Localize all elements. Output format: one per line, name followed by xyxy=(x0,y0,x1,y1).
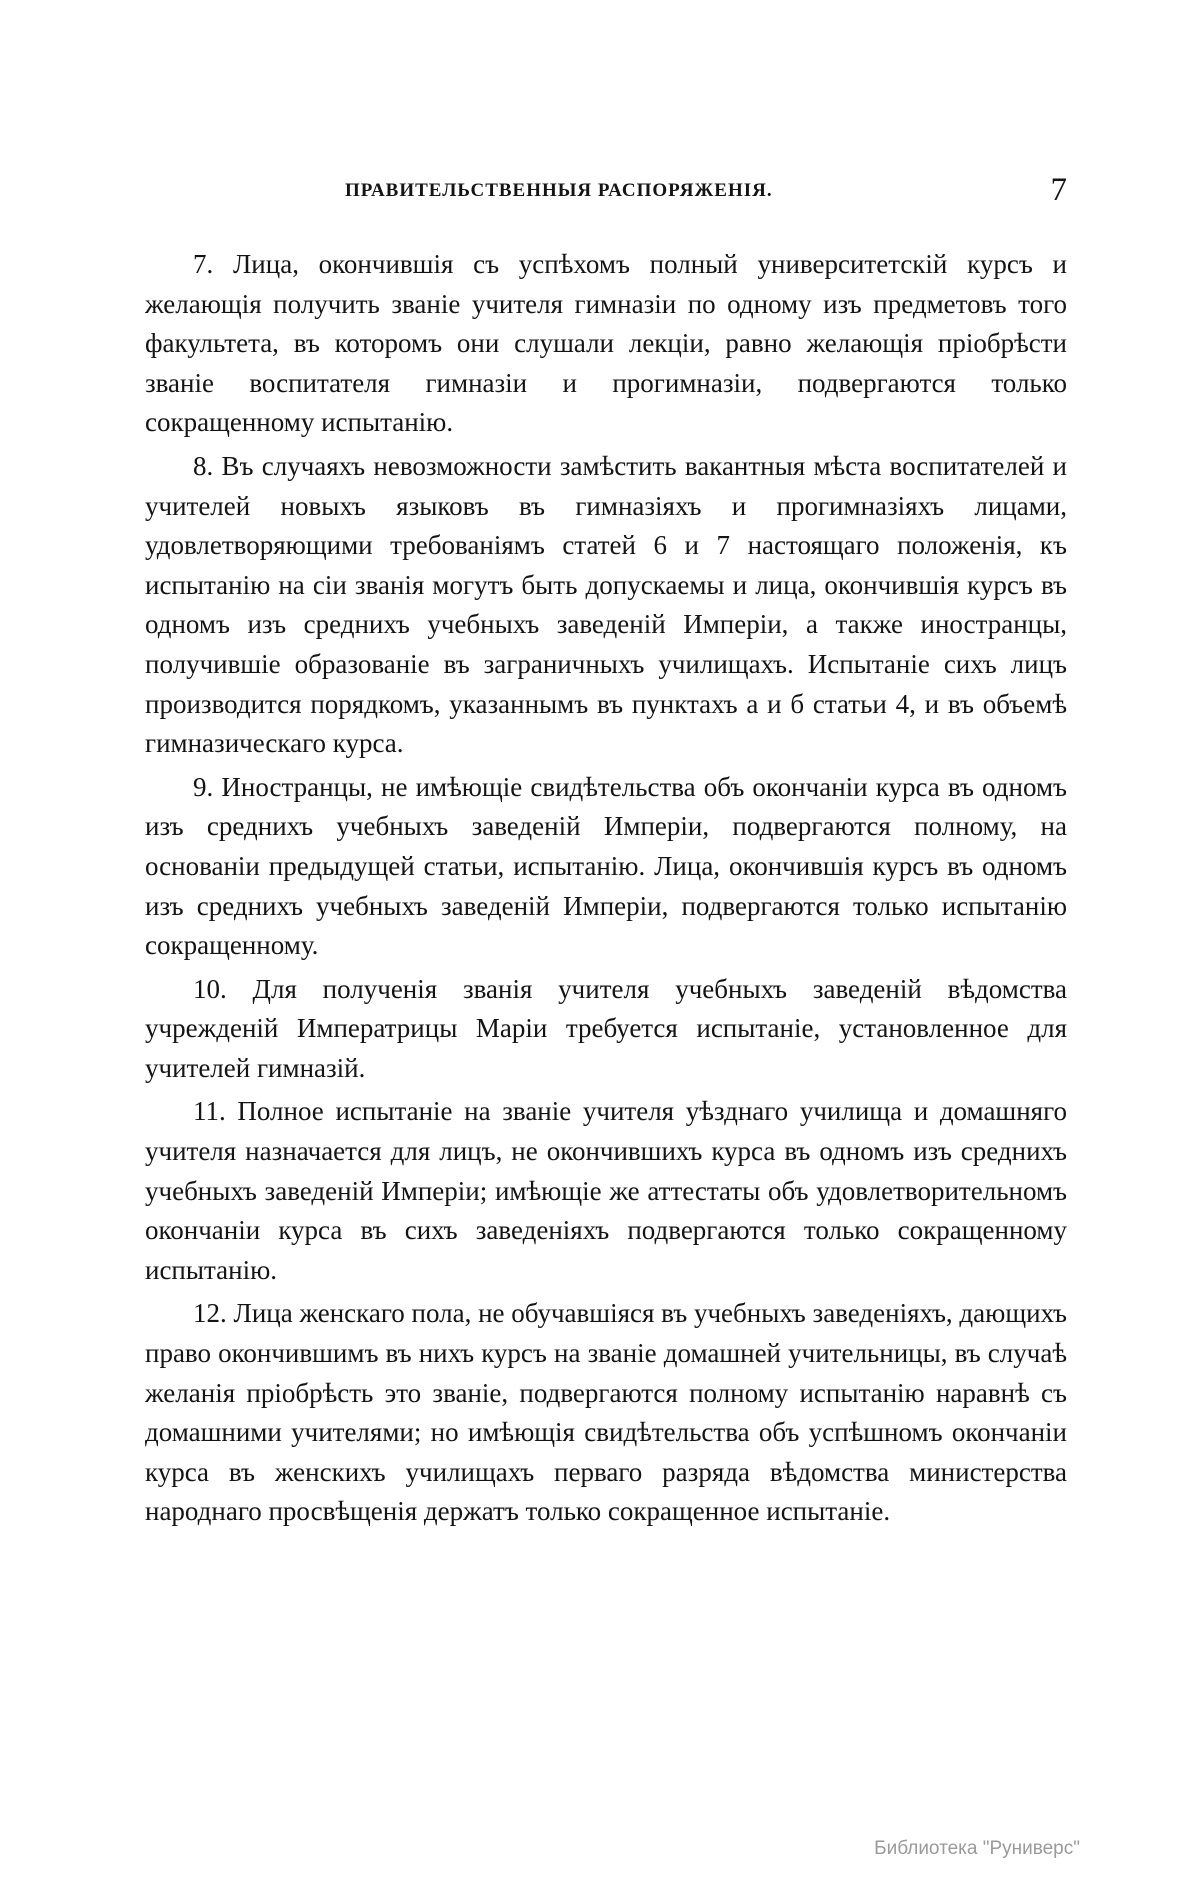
library-watermark: Библиотека "Руниверс" xyxy=(874,1838,1080,1859)
paragraph-12: 12. Лица женскаго пола, не обучавшіяся въ учебныхъ заведеніяхъ, дающихъ право окончившимъ въ нихъ курсъ на званіе домашней учительницы, въ случаѣ желанія пріобрѣсть это званіе, подвергаются полному испытанію наравнѣ съ домашними учителями; но имѣющія свидѣтельства объ успѣшномъ окончаніи курса въ женскихъ училищахъ перваго разряда вѣдомства министерства народнаго просвѣщенія держатъ только сокращенное испытаніе. xyxy=(145,1298,1067,1527)
paragraph-11: 11. Полное испытаніе на званіе учителя уѣзднаго училища и домашняго учителя назначается для лицъ, не окончившихъ курса въ одномъ изъ среднихъ учебныхъ заведеній Имперіи; имѣющіе же аттестаты объ удовлетворительномъ окончаніи курса въ сихъ заведеніяхъ подвергаются только сокращенному испытанію. xyxy=(145,1096,1067,1285)
paragraph-10: 10. Для полученія званія учителя учебныхъ заведеній вѣдомства учрежденій Императрицы Маріи требуется испытаніе, установленное для учителей гимназій. xyxy=(145,973,1067,1083)
paragraph-9: 9. Иностранцы, не имѣющіе свидѣтельства объ окончаніи курса въ одномъ изъ среднихъ учебныхъ заведеній Имперіи, подвергаются полному, на основаніи предыдущей статьи, испытанію. Лица, окончившія курсъ въ одномъ изъ среднихъ учебныхъ заведеній Имперіи, подвергаются только испытанію сокращенному. xyxy=(145,771,1067,961)
page-header xyxy=(145,172,1067,212)
running-head: ПРАВИТЕЛЬСТВЕННЫЯ РАСПОРЯЖЕНІЯ. xyxy=(345,180,773,201)
page-number: 7 xyxy=(1050,172,1067,208)
body-text xyxy=(145,245,1067,1532)
paragraph-7: 7. Лица, окончившія съ успѣхомъ полный университетскій курсъ и желающія получить званіе учителя гимназіи по одному изъ предметовъ того факультета, въ которомъ они слушали лекціи, равно желающія пріобрѣсти званіе воспитателя гимназіи и прогимназіи, подвергаются только сокращенному испытанію. xyxy=(145,249,1067,438)
paragraph-8: 8. Въ случаяхъ невозможности замѣстить вакантныя мѣста воспитателей и учителей новыхъ языковъ въ гимназіяхъ и прогимназіяхъ лицами, удовлетворяющими требованіямъ статей 6 и 7 настоящаго положенія, къ испытанію на сіи званія могутъ быть допускаемы и лица, окончившія курсъ въ одномъ изъ среднихъ учебныхъ заведеній Имперіи, а также иностранцы, получившіе образованіе въ заграничныхъ училищахъ. Испытаніе сихъ лицъ производится порядкомъ, указаннымъ въ пунктахъ а и б статьи 4, и въ объемѣ гимназическаго курса. xyxy=(145,450,1067,759)
